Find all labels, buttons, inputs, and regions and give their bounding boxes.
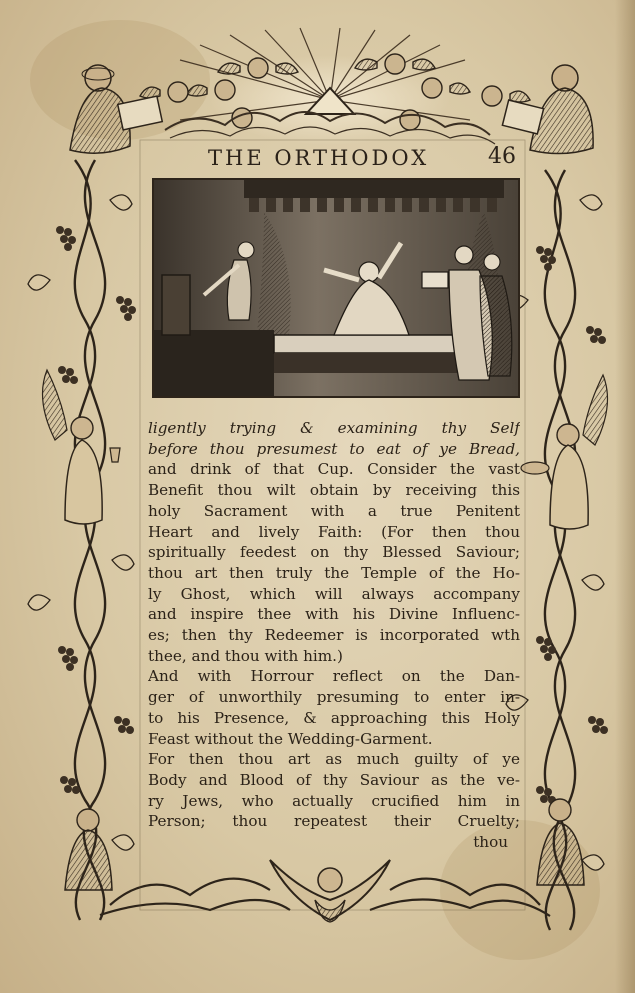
text-line: thou art then truly the Temple of the Ho- (148, 563, 520, 582)
angel-with-bread-right (521, 375, 608, 529)
text-line: thee, and thou with him.) (148, 646, 343, 665)
text-line: ger of unworthily presuming to enter in- (148, 688, 520, 707)
text-line: And with Horrour reflect on the Dan- (148, 667, 520, 686)
grape-icon (586, 326, 606, 344)
text-line: Feast without the Wedding-Garment. (148, 729, 433, 748)
grape-icon (114, 716, 134, 734)
text-line: to his Presence, & approaching this Holy (148, 708, 520, 727)
text-line: ligently trying & examining thy Self (148, 419, 520, 437)
grape-icon (58, 366, 78, 384)
cherub-icon (400, 110, 420, 130)
text-line: es; then thy Redeemer is incorporated wth (148, 626, 520, 645)
text-line: spiritually feedest on thy Blessed Saviour; (148, 543, 520, 562)
text-line: Heart and lively Faith: (For then thou (148, 522, 520, 541)
leaf-icon (582, 855, 604, 870)
text-line: and drink of that Cup. Consider the vast (148, 460, 520, 479)
text-line: before thou presumest to eat of ye Bread, (148, 439, 520, 458)
grape-icon (58, 646, 78, 671)
leaf-icon (28, 275, 50, 290)
running-header (200, 142, 520, 174)
deathbed-scene-icon (154, 180, 518, 396)
page-number: 46 (488, 144, 516, 169)
leaf-icon (110, 195, 132, 210)
catchword: thou (473, 833, 508, 852)
grape-icon (56, 226, 76, 251)
page-title: THE ORTHODOX (208, 146, 430, 170)
text-line: Person; thou repeatest their Cruelty; (148, 812, 520, 831)
seated-figure-bottom-right (537, 799, 584, 885)
text-line: Benefit thou wilt obtain by receiving this (148, 481, 520, 500)
leaf-icon (28, 595, 50, 610)
angel-with-chalice-left (43, 370, 121, 524)
left-vine-column (75, 160, 105, 920)
grape-icon (536, 636, 556, 661)
body-text (148, 418, 520, 853)
eagle-cartouche-icon (270, 860, 390, 922)
leaf-icon (582, 575, 604, 590)
text-line: ly Ghost, which will always accompany (148, 584, 520, 603)
seated-figure-bottom-left (65, 809, 112, 890)
text-line: For then thou art as much guilty of ye (148, 750, 520, 769)
grape-icon (588, 716, 608, 734)
chalice-icon (110, 448, 120, 462)
text-line: and inspire thee with his Divine Influenc- (148, 605, 520, 624)
leaf-icon (580, 195, 602, 210)
leaf-icon (112, 555, 134, 570)
engraving-illustration (152, 178, 520, 398)
text-line: ry Jews, who actually crucified him in (148, 791, 520, 810)
grape-icon (116, 296, 136, 321)
text-line: holy Sacrament with a true Penitent (148, 501, 520, 520)
leaf-icon (112, 835, 134, 850)
text-line: Body and Blood of thy Saviour as the ve- (148, 770, 520, 789)
